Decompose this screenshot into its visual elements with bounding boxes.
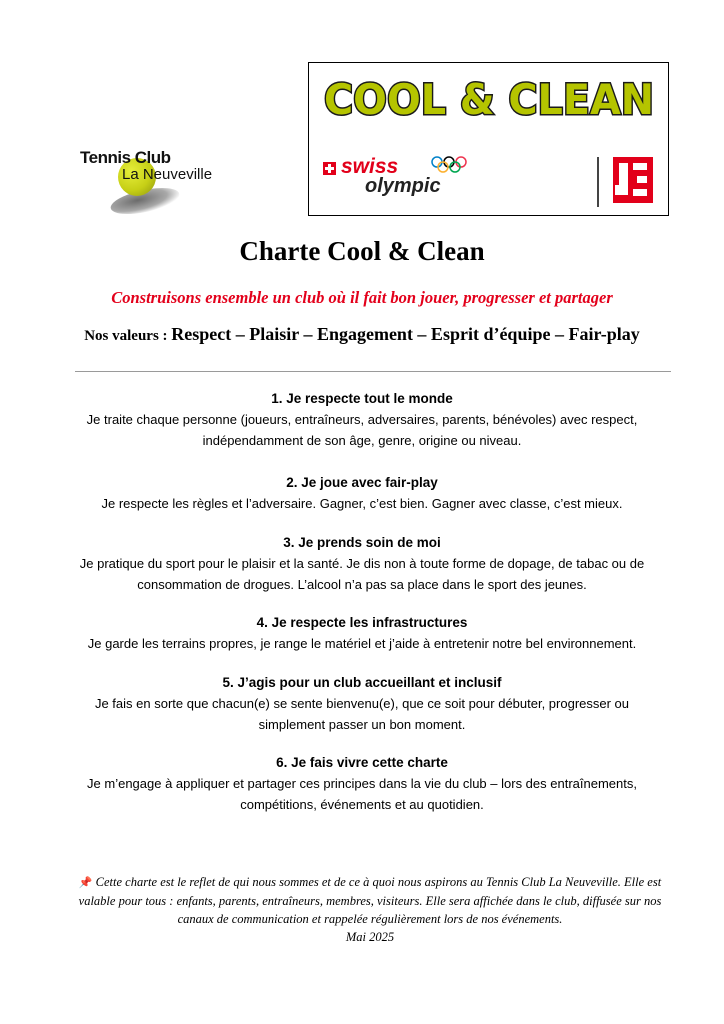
page-subtitle: Construisons ensemble un club où il fait bon jouer, progresser et partager [111,288,613,307]
values-list: Respect – Plaisir – Engagement – Esprit d’équipe – Fair-play [171,324,640,344]
section-1 [60,388,664,451]
swiss-word: swiss [341,155,399,178]
section-line: Je m’engage à appliquer et partager ces principes dans la vie du club – lors des entraînements, [87,776,637,791]
section-line: Je fais en sorte que chacun(e) se sente bienvenu(e), que ce soit pour débuter, progresser ou [94,696,630,711]
section-line: Je pratique du sport pour le plaisir et la santé. Je dis non à toute forme de dopage, de tabac ou de [79,556,645,571]
tennis-club-logo [80,148,250,214]
footer-note [70,873,670,946]
section-heading: 5. J’agis pour un club accueillant et inclusif [222,675,502,690]
page-title: Charte Cool & Clean [239,236,485,266]
section-heading: 6. Je fais vivre cette charte [276,755,448,770]
section-line: Je garde les terrains propres, je range le matériel et j’aide à entretenir notre bel environnement. [87,636,637,651]
club-logo-line2: La Neuveville [122,166,213,183]
section-line: compétitions, événements et au quotidien. [240,797,484,812]
logo-divider [597,157,599,207]
section-heading: 3. Je prends soin de moi [283,535,441,550]
section-line: Je traite chaque personne (joueurs, entraîneurs, adversaires, parents, bénévoles) avec respect, [86,412,638,427]
section-2 [60,472,664,514]
values-label: Nos valeurs : [84,328,172,344]
cool-clean-logo-box [308,62,669,216]
swiss-cross-icon [323,162,336,175]
horizontal-divider [75,371,671,372]
cool-clean-logo [319,69,659,123]
section-heading: 2. Je joue avec fair-play [286,475,438,490]
section-line: indépendamment de son âge, genre, origine ou niveau. [202,433,522,448]
olympic-rings-icon [431,155,471,175]
swiss-olympic-logo [323,155,483,201]
footer-text: Cette charte est le reflet de qui nous sommes et de ce à quoi nous aspirons au Tennis Club La Neuveville. Elle est valable pour tous : enfants, parents, entraîneurs, membres, visiteurs. Elle sera affichée dans le club, diffusée sur nos canaux de communication et rappelée régulièrement lors de nos événements. [78,875,662,926]
olympic-word: olympic [365,175,441,197]
pushpin-icon: 📌 [78,877,93,889]
values-line [0,324,724,345]
section-line: Je respecte les règles et l’adversaire. Gagner, c’est bien. Gagner avec classe, c’est mieux. [101,496,623,511]
footer-date: Mai 2025 [345,930,395,944]
j-und-s-logo-icon [613,157,653,203]
cool-clean-text: COOL & CLEAN [324,75,654,123]
section-line: simplement passer un bon moment. [258,717,466,732]
section-heading: 1. Je respecte tout le monde [271,391,453,406]
section-3 [60,532,664,595]
section-4 [60,612,664,654]
section-5 [60,672,664,735]
club-logo-line1: Tennis Club [80,148,171,167]
section-line: consommation de drogues. L’alcool n’a pas sa place dans le sport des jeunes. [137,577,587,592]
section-6 [60,752,664,815]
section-heading: 4. Je respecte les infrastructures [256,615,468,630]
